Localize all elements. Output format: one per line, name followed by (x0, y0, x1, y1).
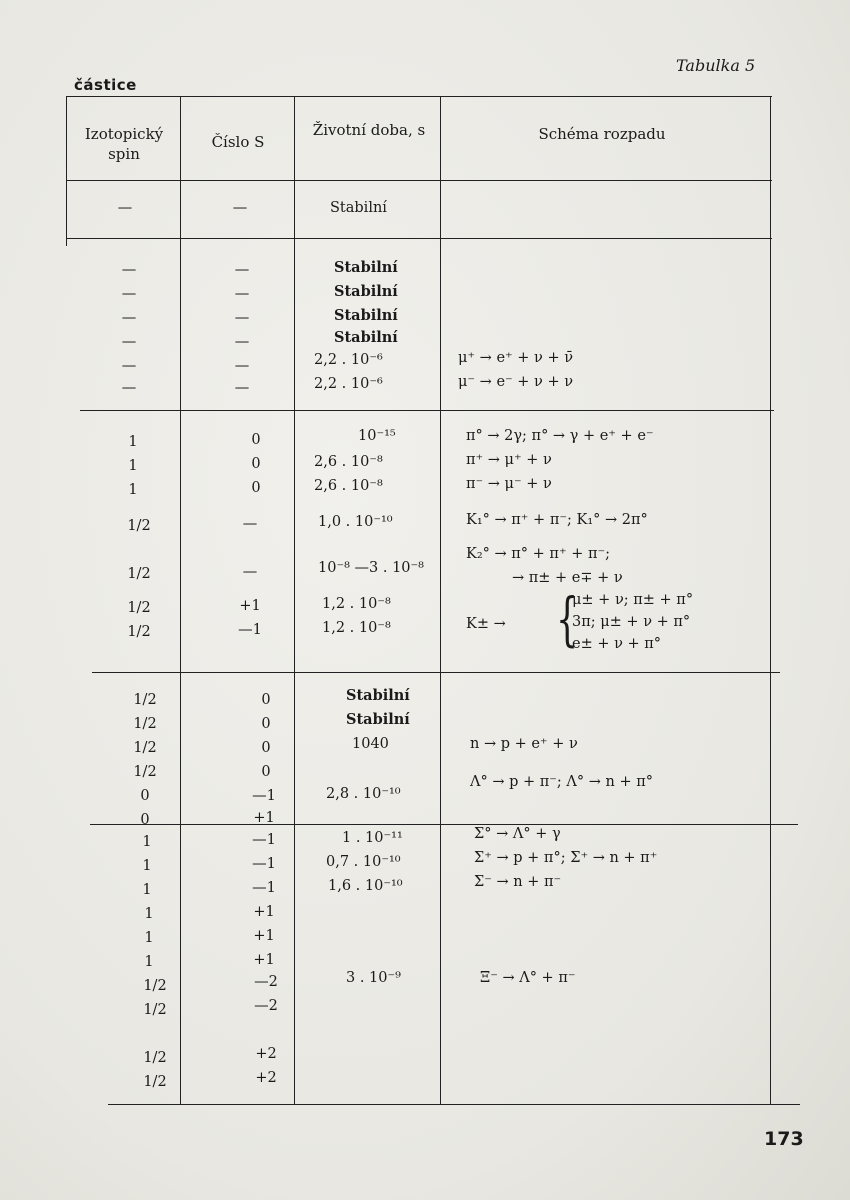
cell-lifetime: 1,2 . 10⁻⁸ (322, 596, 391, 612)
cell-s: — (234, 262, 250, 278)
cell-spin: — (121, 334, 137, 350)
cell-spin: 1 (144, 930, 154, 946)
cell-lifetime: Stabilní (334, 283, 398, 300)
cell-spin: 1/2 (143, 1050, 167, 1066)
col-divider-2 (294, 96, 295, 1104)
decay-pi-zero: π° → 2γ; π° → γ + e⁺ + e⁻ (466, 428, 654, 444)
cell-s: 0 (251, 456, 261, 472)
cell-lifetime: 1,2 . 10⁻⁸ (322, 620, 391, 636)
rule-subgroup (90, 824, 798, 825)
rule-group-3 (92, 672, 780, 673)
cell-spin: 1/2 (127, 518, 151, 534)
cell-lifetime: 2,6 . 10⁻⁸ (314, 454, 383, 470)
decay-pi-plus: π⁺ → μ⁺ + ν (466, 452, 552, 468)
cell-spin: 1/2 (143, 978, 167, 994)
rule-group-1 (66, 238, 772, 239)
cell-spin: 1/2 (133, 740, 157, 756)
cell-lifetime: Stabilní (346, 687, 410, 704)
cell-s: — (242, 564, 258, 580)
cell-s: +2 (255, 1046, 277, 1062)
decay-neutron: n → p + e⁺ + ν (470, 736, 578, 752)
cell-spin: 1/2 (133, 716, 157, 732)
rule-top (66, 96, 772, 97)
cell-lifetime: 3 . 10⁻⁹ (346, 970, 401, 986)
cell-s: — (234, 286, 250, 302)
cell-s: —1 (252, 788, 276, 804)
cell-s: — (234, 358, 250, 374)
section-label: částice (74, 76, 137, 94)
cell-s: — (232, 200, 248, 216)
cell-spin: 1 (144, 906, 154, 922)
cell-lifetime: 2,6 . 10⁻⁸ (314, 478, 383, 494)
decay-sigma-zero: Σ° → Λ° + γ (474, 826, 561, 842)
k-branch: 3π; μ± + ν + π° (572, 614, 691, 630)
cell-s: —2 (254, 974, 278, 990)
cell-s: —2 (254, 998, 278, 1014)
decay-k1: K₁° → π⁺ + π⁻; K₁° → 2π° (466, 512, 648, 528)
cell-s: 0 (261, 740, 271, 756)
header-decay: Schéma rozpadu (538, 125, 666, 143)
cell-lifetime: 2,2 . 10⁻⁶ (314, 352, 383, 368)
decay-muon-minus: μ⁻ → e⁻ + ν + ν (458, 374, 574, 390)
cell-spin: 0 (140, 812, 150, 828)
decay-k2-branch: → π± + e∓ + ν (512, 570, 623, 586)
cell-lifetime: 2,2 . 10⁻⁶ (314, 376, 383, 392)
k-branch: μ± + ν; π± + π° (572, 592, 694, 608)
cell-spin: 1/2 (143, 1002, 167, 1018)
decay-sigma-plus: Σ⁺ → p + π°; Σ⁺ → n + π⁺ (474, 850, 658, 866)
cell-s: +2 (255, 1070, 277, 1086)
cell-spin: — (121, 286, 137, 302)
cell-lifetime: 1,6 . 10⁻¹⁰ (328, 878, 403, 894)
cell-spin: 1 (128, 434, 138, 450)
cell-lifetime: Stabilní (330, 200, 387, 216)
cell-lifetime: 0,7 . 10⁻¹⁰ (326, 854, 401, 870)
cell-s: +1 (253, 952, 275, 968)
cell-spin: 1 (142, 882, 152, 898)
decay-muon-plus: μ⁺ → e⁺ + ν + ν̄ (458, 350, 574, 366)
cell-spin: 1 (142, 858, 152, 874)
cell-spin: 1/2 (127, 566, 151, 582)
decay-k2: K₂° → π° + π⁺ + π⁻; (466, 546, 611, 562)
cell-spin: — (121, 358, 137, 374)
k-branch: e± + ν + π° (572, 636, 662, 652)
cell-lifetime: Stabilní (334, 259, 398, 276)
brace-icon: { (556, 585, 579, 653)
cell-s: 0 (261, 764, 271, 780)
decay-sigma-minus: Σ⁻ → n + π⁻ (474, 874, 562, 890)
cell-s: — (234, 310, 250, 326)
cell-lifetime: 10⁻⁸ —3 . 10⁻⁸ (318, 560, 424, 576)
cell-s: +1 (239, 598, 261, 614)
cell-s: +1 (253, 904, 275, 920)
cell-spin: 1 (128, 458, 138, 474)
rule-header (66, 180, 772, 181)
cell-s: — (242, 516, 258, 532)
cell-lifetime: Stabilní (346, 711, 410, 728)
cell-lifetime: 1040 (352, 736, 389, 752)
cell-spin: 1/2 (127, 600, 151, 616)
cell-s: +1 (253, 928, 275, 944)
cell-lifetime: Stabilní (334, 307, 398, 324)
table-caption: Tabulka 5 (676, 56, 756, 75)
decay-xi-minus: Ξ⁻ → Λ° + π⁻ (480, 970, 576, 986)
cell-spin: 1/2 (143, 1074, 167, 1090)
cell-spin: 1 (142, 834, 152, 850)
cell-s: — (234, 380, 250, 396)
rule-group-2 (80, 410, 774, 411)
decay-pi-minus: π⁻ → μ⁻ + ν (466, 476, 552, 492)
cell-spin: 1/2 (133, 692, 157, 708)
cell-s: +1 (253, 810, 275, 826)
cell-spin: — (117, 200, 133, 216)
cell-s: 0 (261, 716, 271, 732)
cell-spin: 0 (140, 788, 150, 804)
cell-lifetime: Stabilní (334, 329, 398, 346)
rule-right (770, 96, 771, 1104)
cell-spin: — (121, 262, 137, 278)
cell-s: —1 (252, 880, 276, 896)
cell-s: —1 (238, 622, 262, 638)
decay-k-charged: K± → (466, 616, 506, 632)
header-spin-text: Izotopický spin (84, 125, 164, 163)
decay-lambda: Λ° → p + π⁻; Λ° → n + π° (470, 774, 653, 790)
rule-bottom (108, 1104, 800, 1105)
header-lifetime: Životní doba, s (312, 121, 426, 139)
cell-spin: 1 (128, 482, 138, 498)
cell-lifetime: 1,0 . 10⁻¹⁰ (318, 514, 393, 530)
cell-lifetime: 1 . 10⁻¹¹ (342, 830, 403, 846)
cell-s: 0 (251, 480, 261, 496)
cell-spin: 1/2 (133, 764, 157, 780)
cell-spin: — (121, 310, 137, 326)
cell-spin: 1/2 (127, 624, 151, 640)
page-number: 173 (764, 1128, 804, 1150)
header-spin (68, 124, 180, 164)
cell-s: —1 (252, 832, 276, 848)
cell-spin: 1 (144, 954, 154, 970)
cell-s: —1 (252, 856, 276, 872)
cell-s: 0 (261, 692, 271, 708)
cell-spin: — (121, 380, 137, 396)
cell-lifetime: 2,8 . 10⁻¹⁰ (326, 786, 401, 802)
cell-s: — (234, 334, 250, 350)
rule-left-1 (66, 96, 67, 246)
cell-s: 0 (251, 432, 261, 448)
header-s: Číslo S (211, 133, 265, 151)
cell-lifetime: 10⁻¹⁵ (358, 428, 396, 444)
col-divider-1 (180, 96, 181, 1104)
